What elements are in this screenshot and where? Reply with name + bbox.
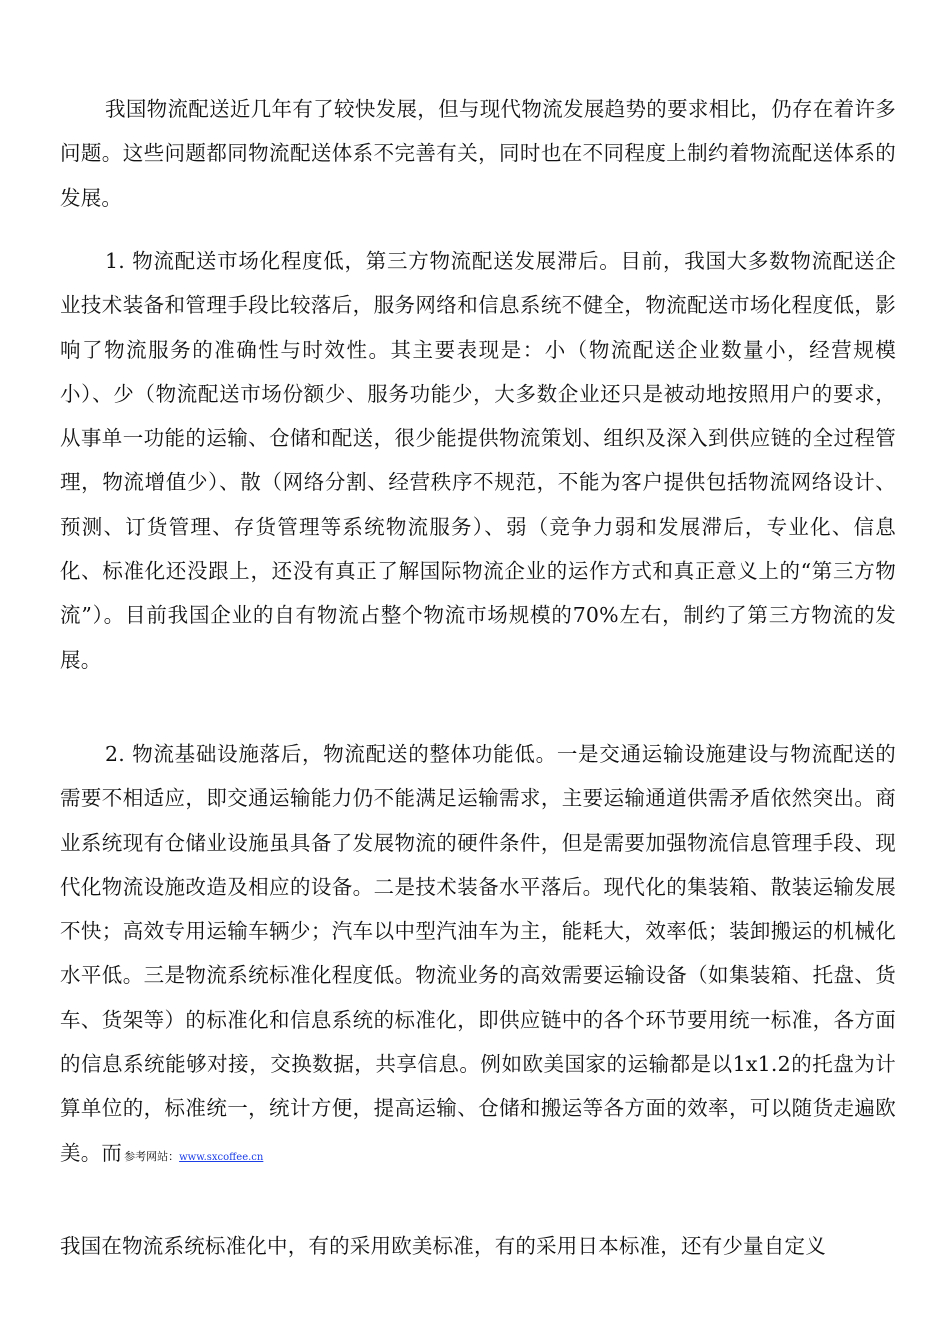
reference-label: 参考网站： — [124, 1149, 180, 1163]
paragraph-text: 1. 物流配送市场化程度低，第三方物流配送发展滞后。目前，我国大多数物流配送企业技术装备和管理手段比较落后，服务网络和信息系统不健全，物流配送市场化程度低，影响了物流服务的准确性与时效性。其主要表现是：小（物流配送企业数量小，经营规模小）、少（物流配送市场份额少、服务功能少，大多数企业还只是被动地按照用户的要求，从事单一功能的运输、仓储和配送，很少能提供物流策划、组织及深入到供应链的全过程管理，物流增值少）、散（网络分割、经营秩序不规范，不能为客户提供包括物流网络设计、预测、订货管理、存货管理等系统物流服务）、弱（竞争力弱和发展滞后，专业化、信息化、标准化还没跟上，还没有真正了解国际物流企业的运作方式和真正意义上的“第三方物流”）。目前我国企业的自有物流占整个物流市场规模的70%左右，制约了第三方物流的发展。 — [60, 249, 896, 672]
paragraph-continuation — [60, 1224, 896, 1268]
paragraph-intro — [60, 87, 896, 220]
paragraph-text: 我国物流配送近几年有了较快发展，但与现代物流发展趋势的要求相比，仍存在着许多问题。这些问题都同物流配送体系不完善有关，同时也在不同程度上制约着物流配送体系的发展。 — [60, 97, 896, 210]
paragraph-text: 2. 物流基础设施落后，物流配送的整体功能低。一是交通运输设施建设与物流配送的需要不相适应，即交通运输能力仍不能满足运输需求，主要运输通道供需矛盾依然突出。商业系统现有仓储业设施虽具备了发展物流的硬件条件，但是需要加强物流信息管理手段、现代化物流设施改造及相应的设备。二是技术装备水平落后。现代化的集装箱、散装运输发展不快；高效专用运输车辆少；汽车以中型汽油车为主，能耗大，效率低；装卸搬运的机械化水平低。三是物流系统标准化程度低。物流业务的高效需要运输设备（如集装箱、托盘、货车、货架等）的标准化和信息系统的标准化，即供应链中的各个环节要用统一标准，各方面的信息系统能够对接，交换数据，共享信息。例如欧美国家的运输都是以1x1.2的托盘为计算单位的，标准统一，统计方便，提高运输、仓储和搬运等各方面的效率，可以随货走遍欧美。而 — [60, 742, 896, 1165]
reference-link[interactable]: www.sxcoffee.cn — [179, 1151, 264, 1163]
paragraph-point-2 — [60, 732, 896, 1180]
paragraph-point-1 — [60, 239, 896, 682]
paragraph-text: 我国在物流系统标准化中，有的采用欧美标准，有的采用日本标准，还有少量自定义 — [60, 1234, 826, 1258]
reference-note — [124, 1150, 263, 1163]
